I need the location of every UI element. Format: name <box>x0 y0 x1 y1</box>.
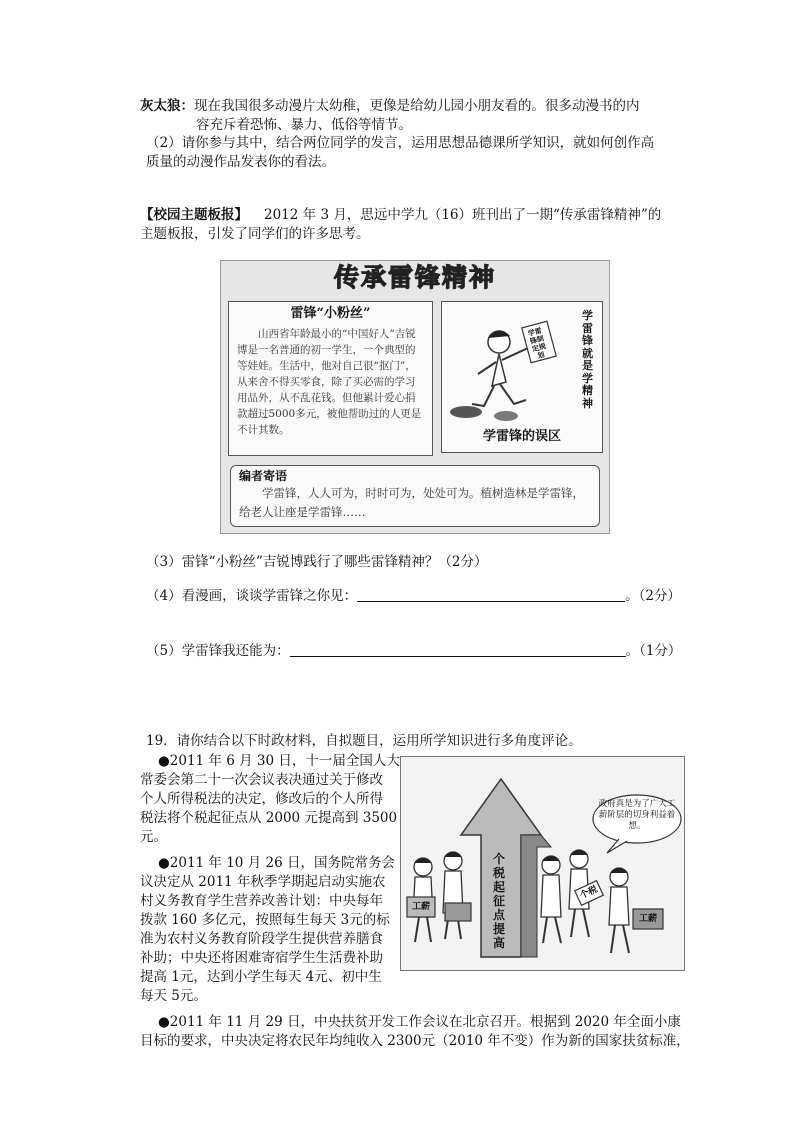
q19-p3-line: 目标的要求，中央决定将农民年均纯收入 2300元（2010 年不变）作为新的国家扶贫标准， <box>140 1033 690 1049</box>
question-4-answer-blank[interactable] <box>357 587 625 602</box>
leifeng-poster <box>220 260 610 534</box>
speaker-text-2: 容充斥着恐怖、暴力、低俗等情节。 <box>196 117 412 133</box>
poster-scroll-title: 编者寄语 <box>239 469 288 483</box>
q19-p1-line: 常委会第二十一次会议表决通过关于修改 <box>140 772 383 788</box>
q19-p2-line: 拨款 160 多亿元，按照每生每天 3元的标 <box>140 912 390 928</box>
question-5-answer-blank[interactable] <box>290 642 626 657</box>
campus-label: 【校园主题板报】 <box>140 207 248 223</box>
poster-left-panel <box>228 301 433 456</box>
speaker-line <box>140 96 640 116</box>
q19-p1-line: 元。 <box>140 829 167 845</box>
cartoon-sign-1: 工薪 <box>411 902 430 912</box>
q19-p2-line: 准为农村义务教育阶段学生提供营养膳食 <box>140 931 383 947</box>
q19-p1-line: 个人所得税法的决定，修改后的个人所得 <box>140 791 383 807</box>
poster-left-title: 雷锋“小粉丝” <box>290 306 371 321</box>
question-2-line-1: （2）请你参与其中，结合两位同学的发言，运用思想品德课所学知识，就如何创作高 <box>146 135 655 151</box>
question-4 <box>146 586 681 606</box>
campus-intro-line-1 <box>140 205 661 225</box>
q19-p2-line: 每天 5元。 <box>140 988 207 1004</box>
q19-p3-line: ●2011 年 11 月 29 日，中央扶贫开发工作会议在北京召开。根据到 2020 年全面小康 <box>158 1014 681 1030</box>
student-cartoon-icon <box>444 304 584 429</box>
cartoon-speech-bubble: 政府真是为了广大工薪阶层的切身利益着想。 <box>598 799 676 831</box>
question-4-tail: 。（2分） <box>625 588 681 604</box>
speaker-name: 灰太狼： <box>140 98 194 114</box>
poster-right-caption: 学雷锋的误区 <box>482 429 561 444</box>
q19-p2-line: 提高 1元，达到小学生每天 4元、初中生 <box>140 969 382 985</box>
q19-p2-line: ●2011 年 10 月 26 日，国务院常务会 <box>158 855 395 871</box>
cartoon-drawing-icon <box>401 757 684 970</box>
question-5 <box>146 641 681 661</box>
q19-p1-line: 税法将个税起征点从 2000 元提高到 3500 <box>140 810 398 826</box>
campus-text-1: 2012 年 3 月，思远中学九（16）班刊出了一期“传承雷锋精神”的 <box>264 207 662 223</box>
q19-p2-line: 议决定从 2011 年秋季学期起启动实施农 <box>140 874 386 890</box>
cartoon-sign-2: 个税 <box>578 884 600 902</box>
poster-left-body: 山西省年龄最小的“中国好人”吉锐博是一名普通的初一学生，一个典型的等娃娃。生活中，他对自己很“抠门”，从来舍不得买零食，除了买必需的学习用品外，从不乱花钱。但他累计爱心捐款超过5000多元，被他帮助过的人更是不计其数。 <box>237 328 422 436</box>
poster-title: 传承雷锋精神 <box>333 263 496 292</box>
poster-scroll-body: 学雷锋，人人可为，时时可为，处处可为。植树造林是学雷锋，给老人让座是学雷锋…… <box>239 486 584 519</box>
cartoon-sign-3: 工薪 <box>638 914 657 924</box>
poster-vertical-text: 学雷锋就是学精神 <box>582 309 593 410</box>
question-19-intro: 19．请你结合以下时政材料，自拟题目，运用所学知识进行多角度评论。 <box>146 733 582 749</box>
question-2-line-2: 质量的动漫作品发表你的看法。 <box>146 154 335 170</box>
q19-p1-line: ●2011 年 6 月 30 日，十一届全国人大 <box>158 753 400 769</box>
question-5-label: （5）学雷锋我还能为： <box>146 643 290 659</box>
question-4-label: （4）看漫画，谈谈学雷锋之你见： <box>146 588 358 604</box>
tax-threshold-cartoon <box>400 756 685 971</box>
poster-scroll-panel <box>230 465 600 527</box>
poster-right-panel <box>441 301 603 453</box>
cartoon-arrow-label: 个税起征点提高 <box>492 852 505 950</box>
question-5-tail: 。（1分） <box>625 643 682 659</box>
poster-sign-text: 学雷锋制定规划 <box>526 325 547 361</box>
q19-p2-line: 补助；中央还将困难寄宿学生生活费补助 <box>140 950 383 966</box>
question-3: （3）雷锋“小粉丝”吉锐博践行了哪些雷锋精神？（2分） <box>146 554 488 570</box>
campus-text-2: 主题板报，引发了同学们的许多思考。 <box>140 226 370 242</box>
speaker-text-1: 现在我国很多动漫片太幼稚，更像是给幼儿园小朋友看的。很多动漫书的内 <box>194 98 640 114</box>
q19-p2-line: 村义务教育学生营养改善计划：中央每年 <box>140 893 383 909</box>
